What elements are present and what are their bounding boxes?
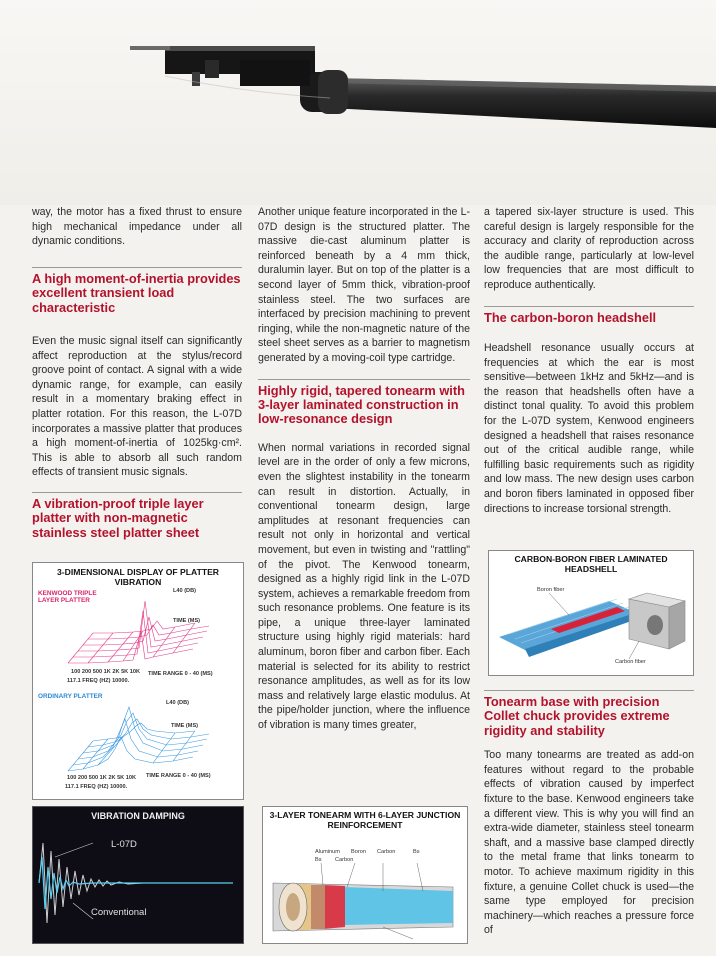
paragraph-moment: Even the music signal itself can significantly affect reproduction at the stylus/record groove point of contact. A signal with a wide dynamic range, for example, can easily result in a momentary braking effect in platter rotation. For this reason, the L-07D incorporates a massive platter that produces a high moment-of-inertia of 1025kg·cm². This is able to absorb all such random effects of transient music signals. <box>32 335 242 479</box>
label-kenwood-platter: KENWOOD TRIPLE LAYER PLATTER <box>38 590 97 604</box>
label-carbon-fiber: Carbon fiber <box>615 659 646 665</box>
figure-damping-title: VIBRATION DAMPING <box>91 811 185 821</box>
paragraph-headshell: Headshell resonance usually occurs at frequencies at which the ear is most sensitive—between 1kHz and 5kHz—and is the reason that headshells often have a distinct tonal quality. To avoid this problem for the L-07D system, Kenwood engineers designed a headshell that raises resonance out of the critical audible range, while fulfilling basic requirements such as rigidity and low mass. The new design uses carbon and boron fibers laminated in opposed fiber directions to increase torsional strength. <box>484 341 694 515</box>
label-carbon: Carbon <box>377 849 396 855</box>
figure-vibration-damping <box>32 806 244 944</box>
paragraph-intro: way, the motor has a fixed thrust to ensure high mechanical impedance under all dynamic conditions. <box>32 206 242 248</box>
figure-tonearm-layers <box>262 806 468 944</box>
column-right <box>484 205 694 516</box>
label-ordinary-platter: ORDINARY PLATTER <box>38 693 103 700</box>
figure-headshell <box>488 550 694 676</box>
label-time-top: TIME (MS) <box>173 618 201 624</box>
label-freq-ticks-top: 100 200 500 1K 2K 5K 10K <box>71 669 141 675</box>
tonearm-photo <box>0 0 716 205</box>
paragraph-tapered: a tapered six-layer structure is used. This careful design is largely responsible for the accuracy and clarity of reproduction across the audible range, particularly at low-level low frequencies that are most difficult to reproduce authentically. <box>484 206 694 291</box>
label-range-top: TIME RANGE 0 - 40 (MS) <box>148 671 213 677</box>
label-range-bottom: TIME RANGE 0 - 40 (MS) <box>146 773 211 779</box>
figure-platter-vibration <box>32 562 244 800</box>
figure-headshell-title: CARBON-BORON FIBER LAMINATED HEADSHELL <box>514 554 668 574</box>
label-freq-ticks-bottom: 100 200 500 1K 2K 5K 10K <box>67 775 137 781</box>
heading-tonearm-base: Tonearm base with precision Collet chuck provides extreme rigidity and stability <box>484 690 694 738</box>
label-l07d: L-07D <box>111 839 137 850</box>
label-time-bottom: TIME (MS) <box>171 723 199 729</box>
heading-tonearm: Highly rigid, tapered tonearm with 3-layer laminated construction in low-resonance design <box>258 379 470 427</box>
label-freq-top: 117.1 FREQ (HZ) 10000. <box>67 678 130 684</box>
column-middle <box>258 205 470 733</box>
column-right-lower <box>484 690 694 938</box>
label-conventional: Conventional <box>91 907 147 918</box>
label-level-bottom: L40 (DB) <box>166 700 189 706</box>
paragraph-tonearm: When normal variations in recorded signal level are in the order of only a few microns, even the slightest instability in the tonearm can result in distortion. Actually, in conventional tonearm design, large amplitudes at resonant frequencies can result not only in horizontal and vertical movement, but even in twisting and "rattling" of the pivot. The Kenwood tonearm, designed as a highly rigid link in the L-07D system, achieves a remarkable freedom from such resonance problems. One feature is its pipe, a unique three-layer laminated structure using highly rigid materials: hard aluminum, boron fiber and carbon fiber. Each material is selected for its ability to restrict resonance amplitudes, as well as for its low mass and relatively large elastic modulus. At the pipe/holder junction, where the influence of vibration is many times greater, <box>258 441 470 732</box>
label-boron-fiber: Boron fiber <box>537 587 565 593</box>
damping-waveform <box>33 823 243 943</box>
waterfall-plot-kenwood <box>63 591 213 671</box>
label-carbon-2: Carbon <box>335 857 354 863</box>
figure-tonearm-title: 3-LAYER TONEARM WITH 6-LAYER JUNCTION REINFORCEMENT <box>269 810 461 830</box>
column-left <box>32 205 242 540</box>
heading-moment-of-inertia: A high moment-of-inertia provides excellent transient load characteristic <box>32 267 242 315</box>
label-boron: Boron <box>351 849 366 855</box>
label-aluminum: Aluminum <box>315 849 340 855</box>
headshell-illustration <box>489 579 693 675</box>
figure-platter-title: 3-DIMENSIONAL DISPLAY OF PLATTER VIBRATION <box>56 567 220 587</box>
heading-platter: A vibration-proof triple layer platter with non-magnetic stainless steel platter sheet <box>32 492 242 540</box>
label-level-top: L40 (DB) <box>173 588 196 594</box>
label-bs-2: Bs <box>315 857 322 863</box>
waterfall-plot-ordinary <box>63 699 213 779</box>
paragraph-tonearm-base: Too many tonearms are treated as add-on features without regard to the probable effects of vibration caused by imperfect fixture to the base. Kenwood engineers take a different view. This is why you will find an extra-wide diameter, stainless steel tonearm shaft, and a massive base clamped directly to the metal frame that links tonearm to motor. To achieve maximum rigidity in this fixture, a genuine Collet chuck is used—the same type employed for precision machinery—which reaches a pressure force of <box>484 749 694 937</box>
label-freq-bottom: 117.1 FREQ (HZ) 10000. <box>65 784 128 790</box>
tonearm-cutaway <box>263 863 467 941</box>
label-bs: Bs <box>413 849 420 855</box>
tonearm-illustration <box>0 0 716 205</box>
heading-headshell: The carbon-boron headshell <box>484 306 694 325</box>
paragraph-platter: Another unique feature incorporated in the L-07D design is the structured platter. The massive die-cast aluminum platter is reinforced beneath by a 4 mm thick, duralumin layer. But on top of the platter is a second layer of 5mm thick, vibration-proof stainless steel. The two surfaces are interfaced by precision machining to prevent ringing, while the non-magnetic nature of the steel sheet serves as a barrier to magnetism generated by a moving-coil type cartridge. <box>258 206 470 364</box>
